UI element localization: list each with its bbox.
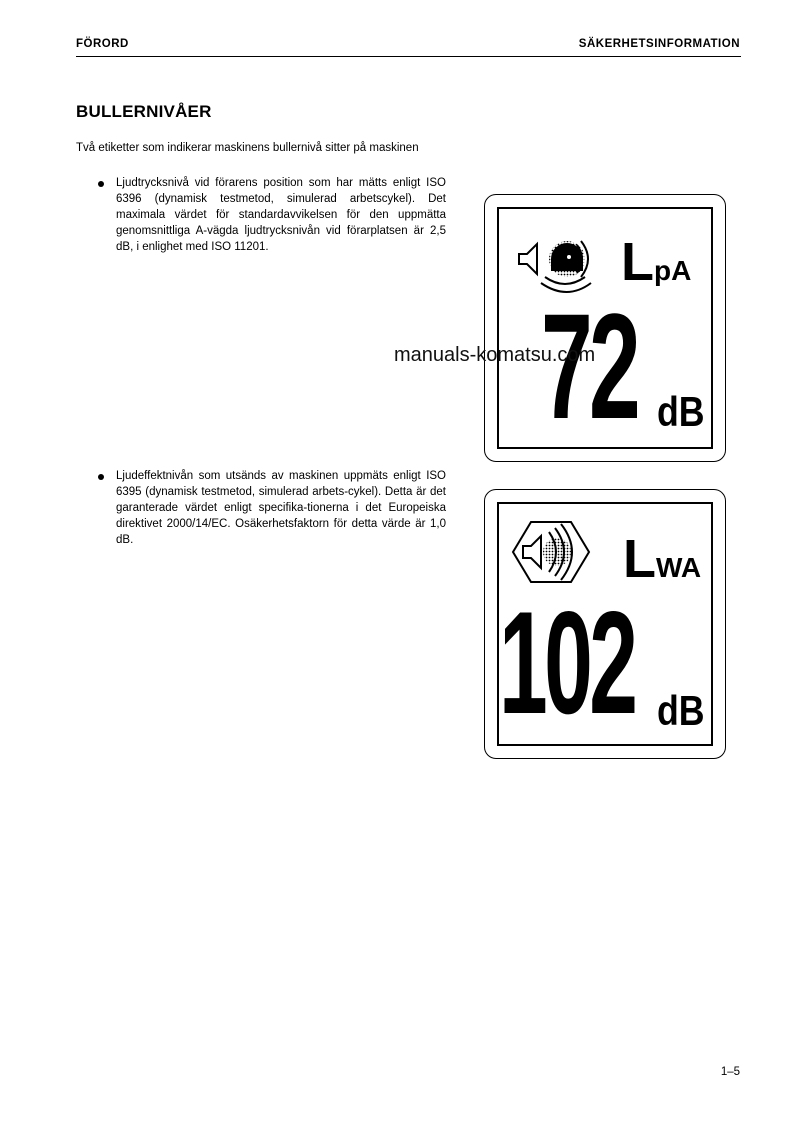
label-value: 72	[541, 282, 638, 450]
label-quantity-name: LpA	[621, 232, 692, 292]
header-section-left: FÖRORD	[76, 38, 129, 50]
page-number: 1–5	[720, 1066, 740, 1078]
bullet-dot-icon	[98, 474, 104, 480]
bullet-item-sound-power	[98, 468, 446, 548]
intro-text: Två etiketter som indikerar maskinens bullernivå sitter på maskinen	[76, 142, 419, 154]
section-title: BULLERNIVÅER	[76, 102, 212, 121]
bullet-item-sound-pressure	[98, 175, 446, 255]
header-rule	[76, 56, 741, 57]
bullet-text: Ljudtrycksnivå vid förarens position som har mätts enligt ISO 6396 (dynamisk testmetod, simulerad arbetscykel). Det maximala värdet för standardavvikelsen för den uppmätta genomsnittliga A-vägda ljudtrycksnivån vid förarplatsen är 2,5 dB, i enlighet med ISO 11201.	[116, 177, 446, 253]
noise-label-lwa	[484, 489, 726, 759]
label-quantity-name: LWA	[623, 529, 702, 589]
label-unit: dB	[657, 687, 705, 734]
header-section-right: SÄKERHETSINFORMATION	[578, 38, 740, 50]
label-value: 102	[499, 581, 635, 744]
bullet-dot-icon	[98, 181, 104, 187]
noise-label-lpa	[484, 194, 726, 462]
watermark-text: manuals-komatsu.com	[394, 344, 596, 366]
label-unit: dB	[657, 388, 705, 435]
bullet-text: Ljudeffektnivån som utsänds av maskinen uppmäts enligt ISO 6395 (dynamisk testmetod, simulerad arbets-cykel). Detta är det garanterade värdet enligt specifika-tionerna i det Europeiska direktivet 2000/14/EC. Osäkerhetsfaktorn för detta värde är 1,0 dB.	[116, 470, 446, 546]
